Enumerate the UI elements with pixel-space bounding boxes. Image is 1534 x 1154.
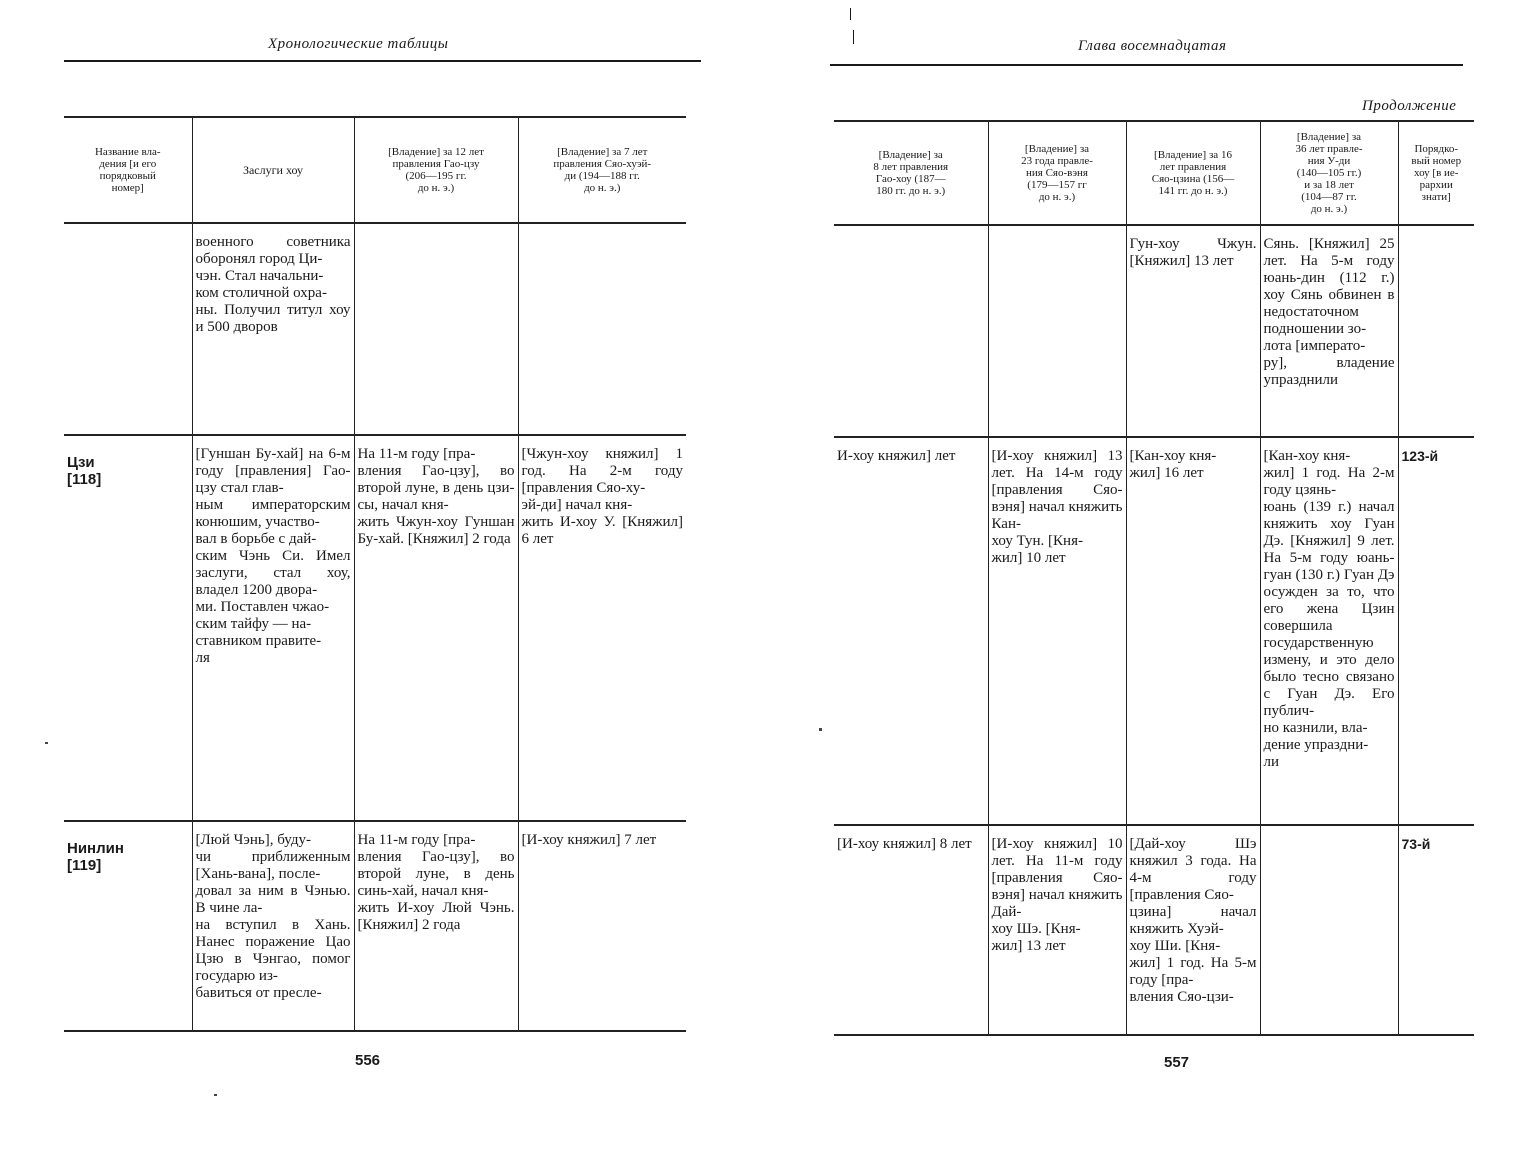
jing-text: [Кан-хоу кня- жил] 16 лет [1129, 448, 1217, 481]
page-number-left: 556 [355, 1052, 381, 1069]
gaohou-text: [И-хоу княжил] 8 лет [837, 836, 972, 852]
cell-gaozu [354, 821, 518, 1031]
cell-jing [1126, 437, 1260, 825]
cell-huidi [518, 821, 686, 1031]
huidi-text: [И-хоу княжил] 7 лет [521, 832, 657, 848]
cell-gaohou [834, 437, 988, 825]
header-text: [Владение] за 23 года правле- ния Сяо-вэня (179—157 гг до н. э.) [1021, 143, 1093, 203]
cell-rank [1398, 225, 1474, 437]
header-jing [1126, 121, 1260, 225]
header-huidi [518, 117, 686, 223]
print-speck [45, 742, 48, 744]
header-text: Название вла- дения [и его порядковый номер] [94, 146, 161, 194]
cell-merit [192, 821, 354, 1031]
header-text: [Владение] за 7 лет правления Сяо-хуэй- ди (194—188 гг. до н. э.) [553, 146, 652, 194]
cell-gaozu [354, 223, 518, 435]
header-rank [1398, 121, 1474, 225]
page-number-right: 557 [1164, 1054, 1190, 1071]
table-row [64, 435, 686, 821]
running-head-left: Хронологические таблицы [268, 36, 449, 52]
cell-wen [988, 437, 1126, 825]
cell-huidi [518, 223, 686, 435]
head-rule-right [830, 64, 1463, 66]
merit-text: [Люй Чэнь], буду- чи приближенным [Хань-вана], после- довал за ним в Чэнью. В чине ла- на вступил в Хань. Нанес поражение Цао Цзю в Чэнгао, помог государю из- бавиться от пресле- [195, 832, 351, 1001]
cell-huidi [518, 435, 686, 821]
running-head-right: Глава восемнадцатая [1078, 38, 1227, 54]
cell-rank [1398, 825, 1474, 1035]
header-text: [Владение] за 16 лет правления Сяо-цзина (156— 141 гг. до н. э.) [1151, 149, 1235, 197]
continuation-label: Продолжение [1362, 98, 1457, 114]
wudi-text: [Кан-хоу кня- жил] 1 год. На 2-м году цзянь- юань (139 г.) начал княжить хоу Гуан Дэ. [Княжил] 9 лет. На 5-м году юань-гуан (130 г.) Гуан Дэ осужден за то, что его жена Цзин совершила государственную измену, и это дело было тесно связано с Гуан Дэ. Его публич- но казнили, вла- дение упраздни- ли [1263, 448, 1395, 770]
cell-wen [988, 825, 1126, 1035]
header-merit [192, 117, 354, 223]
header-text: [Владение] за 8 лет правления Гао-хоу (187— 180 гг. до н. э.) [873, 149, 949, 197]
gaohou-text: И-хоу княжил] лет [837, 448, 956, 464]
print-speck [214, 1094, 217, 1096]
wen-text: [И-хоу княжил] 10 лет. На 11-м году [правления Сяо-вэня] начал княжить Дай- хоу Шэ. [Кня- жил] 13 лет [991, 836, 1123, 954]
head-rule-left [64, 60, 701, 62]
chronology-table-left [64, 116, 686, 1032]
cell-gaohou [834, 825, 988, 1035]
merit-text: [Гуншан Бу-хай] на 6-м году [правления] Гао-цзу стал глав- ным императорским конюшим, участво- вал в борьбе с дай- ским Чэнь Си. Имел заслуги, стал хоу, владел 1200 двора- ми. Поставлен чжао- ским тайфу — на- ставником правите- ля [195, 446, 351, 666]
domain-name [67, 234, 189, 242]
table-row [834, 437, 1474, 825]
header-text: Порядко- вый номер хоу [в ие- рархии знати] [1411, 143, 1462, 203]
header-gaozu [354, 117, 518, 223]
wudi-text: Сянь. [Княжил] 25 лет. На 5-м году юань-дин (112 г.) хоу Сянь обвинен в недостаточном подношении зо- лота [императо- ру], владение упразднили [1263, 236, 1395, 388]
merit-text: военного советника оборонял город Ци- чэн. Стал начальни- ком столичной охра- ны. Получил титул хоу и 500 дворов [195, 234, 351, 335]
table-header-row [64, 117, 686, 223]
scan-mark [850, 8, 851, 20]
header-text: Заслуги хоу [242, 163, 304, 177]
header-text: [Владение] за 12 лет правления Гао-цзу (206—195 гг. до н. э.) [388, 146, 484, 194]
cell-jing [1126, 825, 1260, 1035]
header-wudi [1260, 121, 1398, 225]
cell-name [64, 435, 192, 821]
header-text: [Владение] за 36 лет правле- ния У-ди (140—105 гг.) и за 18 лет (104—87 гг. до н. э.) [1295, 131, 1363, 215]
rank-text: 73-й [1401, 836, 1431, 852]
table-row [834, 825, 1474, 1035]
print-speck [819, 728, 822, 731]
scan-mark [853, 30, 854, 44]
huidi-text: [Чжун-хоу княжил] 1 год. На 2-м году [правления Сяо-ху- эй-ди] начал кня- жить И-хоу У. [Княжил] 6 лет [521, 446, 683, 547]
jing-text: Гун-хоу Чжун. [Княжил] 13 лет [1129, 236, 1257, 269]
table-row [64, 223, 686, 435]
header-wen [988, 121, 1126, 225]
domain-name: Цзи [118] [67, 454, 102, 488]
cell-merit [192, 435, 354, 821]
jing-text: [Дай-хоу Шэ княжил 3 года. На 4-м году [правления Сяо- цзина] начал княжить Хуэй- хоу Ши. [Кня- жил] 1 год. На 5-м году [пра- вления Сяо-цзи- [1129, 836, 1257, 1005]
cell-name [64, 223, 192, 435]
cell-wudi [1260, 437, 1398, 825]
header-domain [64, 117, 192, 223]
cell-gaohou [834, 225, 988, 437]
rank-text: 123-й [1401, 448, 1439, 464]
cell-wudi [1260, 825, 1398, 1035]
cell-gaozu [354, 435, 518, 821]
cell-jing [1126, 225, 1260, 437]
cell-wudi [1260, 225, 1398, 437]
wen-text: [И-хоу княжил] 13 лет. На 14-м году [правления Сяо-вэня] начал княжить Кан- хоу Тун. [Кня- жил] 10 лет [991, 448, 1123, 566]
header-gaohou [834, 121, 988, 225]
right-page [767, 0, 1534, 1154]
table-row [834, 225, 1474, 437]
table-header-row [834, 121, 1474, 225]
cell-name [64, 821, 192, 1031]
chronology-table-right [834, 120, 1474, 1036]
gaozu-text: На 11-м году [пра- вления Гао-цзу], во второй луне, в день цзи-сы, начал кня- жить Чжун-хоу Гуншан Бу-хай. [Княжил] 2 года [357, 446, 515, 547]
table-row [64, 821, 686, 1031]
cell-wen [988, 225, 1126, 437]
gaozu-text: На 11-м году [пра- вления Гао-цзу], во второй луне, в день синь-хай, начал кня- жить И-хоу Люй Чэнь. [Княжил] 2 года [357, 832, 515, 933]
cell-merit [192, 223, 354, 435]
domain-name: Нинлин [119] [67, 840, 124, 874]
cell-rank [1398, 437, 1474, 825]
